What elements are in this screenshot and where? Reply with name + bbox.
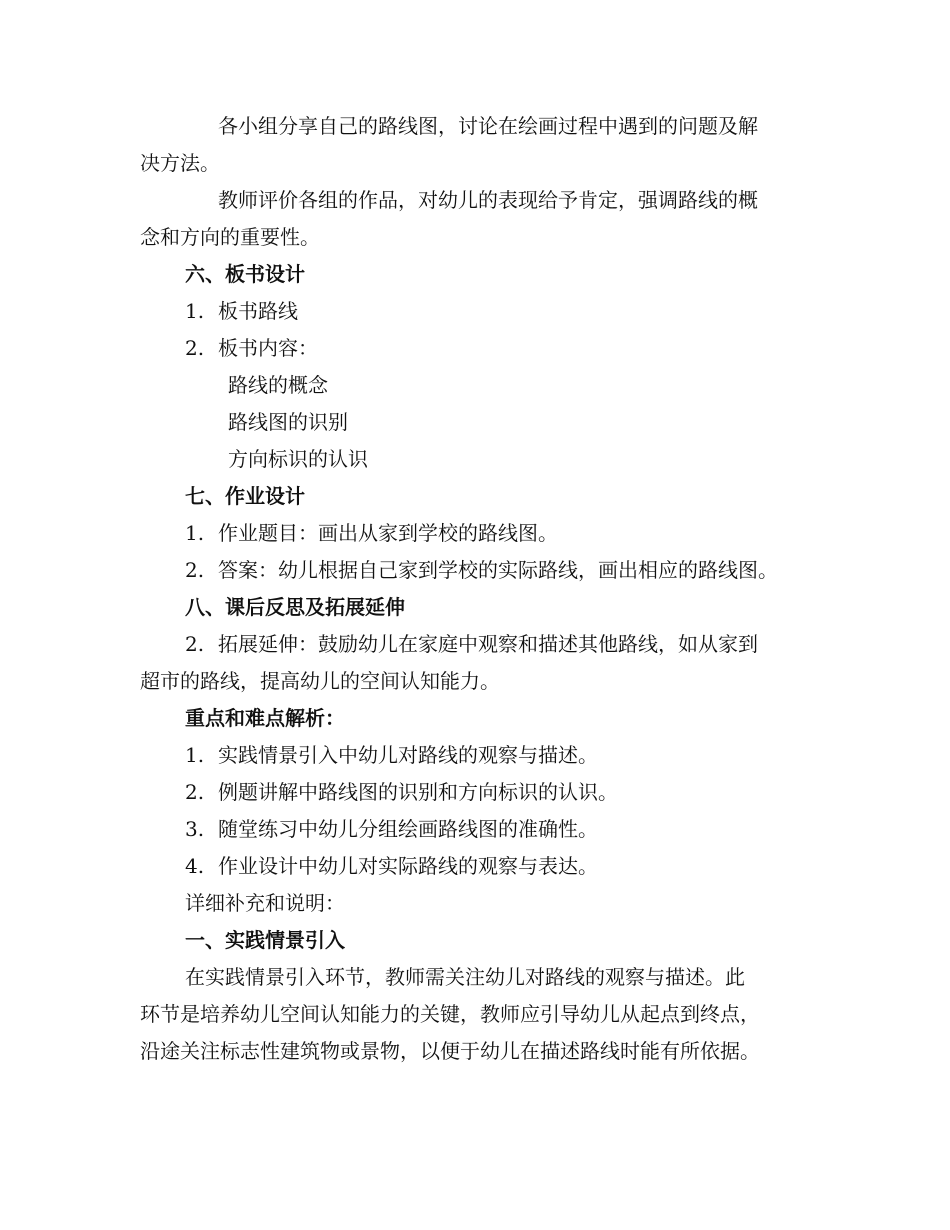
list-text: 例题讲解中路线图的识别和方向标识的认识。 bbox=[218, 780, 618, 804]
list-text: 板书内容： bbox=[218, 336, 318, 360]
list-item-reflection-2-continued: 超市的路线，提高幼儿的空间认知能力。 bbox=[140, 669, 500, 693]
paragraph-supplement-line-1: 在实践情景引入环节，教师需关注幼儿对路线的观察与描述。此 bbox=[185, 965, 745, 989]
list-number: 3. bbox=[185, 817, 205, 841]
section-heading-reflection: 八、课后反思及拓展延伸 bbox=[185, 595, 405, 619]
list-text: 拓展延伸：鼓励幼儿在家庭中观察和描述其他路线，如从家到 bbox=[218, 632, 758, 656]
section-heading-supplement: 一、实践情景引入 bbox=[185, 928, 345, 952]
list-text: 答案：幼儿根据自己家到学校的实际路线，画出相应的路线图。 bbox=[218, 558, 778, 582]
list-number: 1. bbox=[185, 521, 205, 545]
section-heading-keypoints: 重点和难点解析： bbox=[185, 706, 345, 730]
list-text: 板书路线 bbox=[218, 299, 298, 323]
list-number: 2. bbox=[185, 558, 205, 582]
list-number: 1. bbox=[185, 743, 205, 767]
list-text: 作业设计中幼儿对实际路线的观察与表达。 bbox=[218, 854, 598, 878]
list-text: 随堂练习中幼儿分组绘画路线图的准确性。 bbox=[218, 817, 598, 841]
list-item-keypoint-1 bbox=[185, 742, 598, 768]
paragraph-share-line-2: 决方法。 bbox=[140, 151, 220, 175]
list-item-keypoint-4 bbox=[185, 853, 598, 879]
list-number: 2. bbox=[185, 780, 205, 804]
paragraph-eval-line-2: 念和方向的重要性。 bbox=[140, 225, 320, 249]
list-item-board-1 bbox=[185, 298, 298, 324]
list-item-keypoint-3 bbox=[185, 816, 598, 842]
paragraph-share-line-1: 各小组分享自己的路线图，讨论在绘画过程中遇到的问题及解 bbox=[218, 114, 758, 138]
board-sub-item: 方向标识的认识 bbox=[228, 447, 368, 471]
list-text: 实践情景引入中幼儿对路线的观察与描述。 bbox=[218, 743, 598, 767]
paragraph-supplement-line-3: 沿途关注标志性建筑物或景物，以便于幼儿在描述路线时能有所依据。 bbox=[140, 1039, 760, 1063]
board-sub-item: 路线图的识别 bbox=[228, 410, 348, 434]
list-text: 作业题目：画出从家到学校的路线图。 bbox=[218, 521, 558, 545]
section-heading-board: 六、板书设计 bbox=[185, 262, 305, 286]
list-number: 1. bbox=[185, 299, 205, 323]
section-heading-homework: 七、作业设计 bbox=[185, 484, 305, 508]
list-item-keypoint-2 bbox=[185, 779, 618, 805]
paragraph-supplement-line-2: 环节是培养幼儿空间认知能力的关键，教师应引导幼儿从起点到终点， bbox=[140, 1002, 760, 1026]
list-item-homework-2 bbox=[185, 557, 778, 583]
paragraph-eval-line-1: 教师评价各组的作品，对幼儿的表现给予肯定，强调路线的概 bbox=[218, 188, 758, 212]
list-item-reflection-2 bbox=[185, 631, 758, 657]
supplement-label: 详细补充和说明： bbox=[185, 891, 345, 915]
list-item-homework-1 bbox=[185, 520, 558, 546]
list-number: 2. bbox=[185, 336, 205, 360]
list-number: 4. bbox=[185, 854, 205, 878]
list-number: 2. bbox=[185, 632, 205, 656]
board-sub-item: 路线的概念 bbox=[228, 373, 328, 397]
list-item-board-2 bbox=[185, 335, 318, 361]
